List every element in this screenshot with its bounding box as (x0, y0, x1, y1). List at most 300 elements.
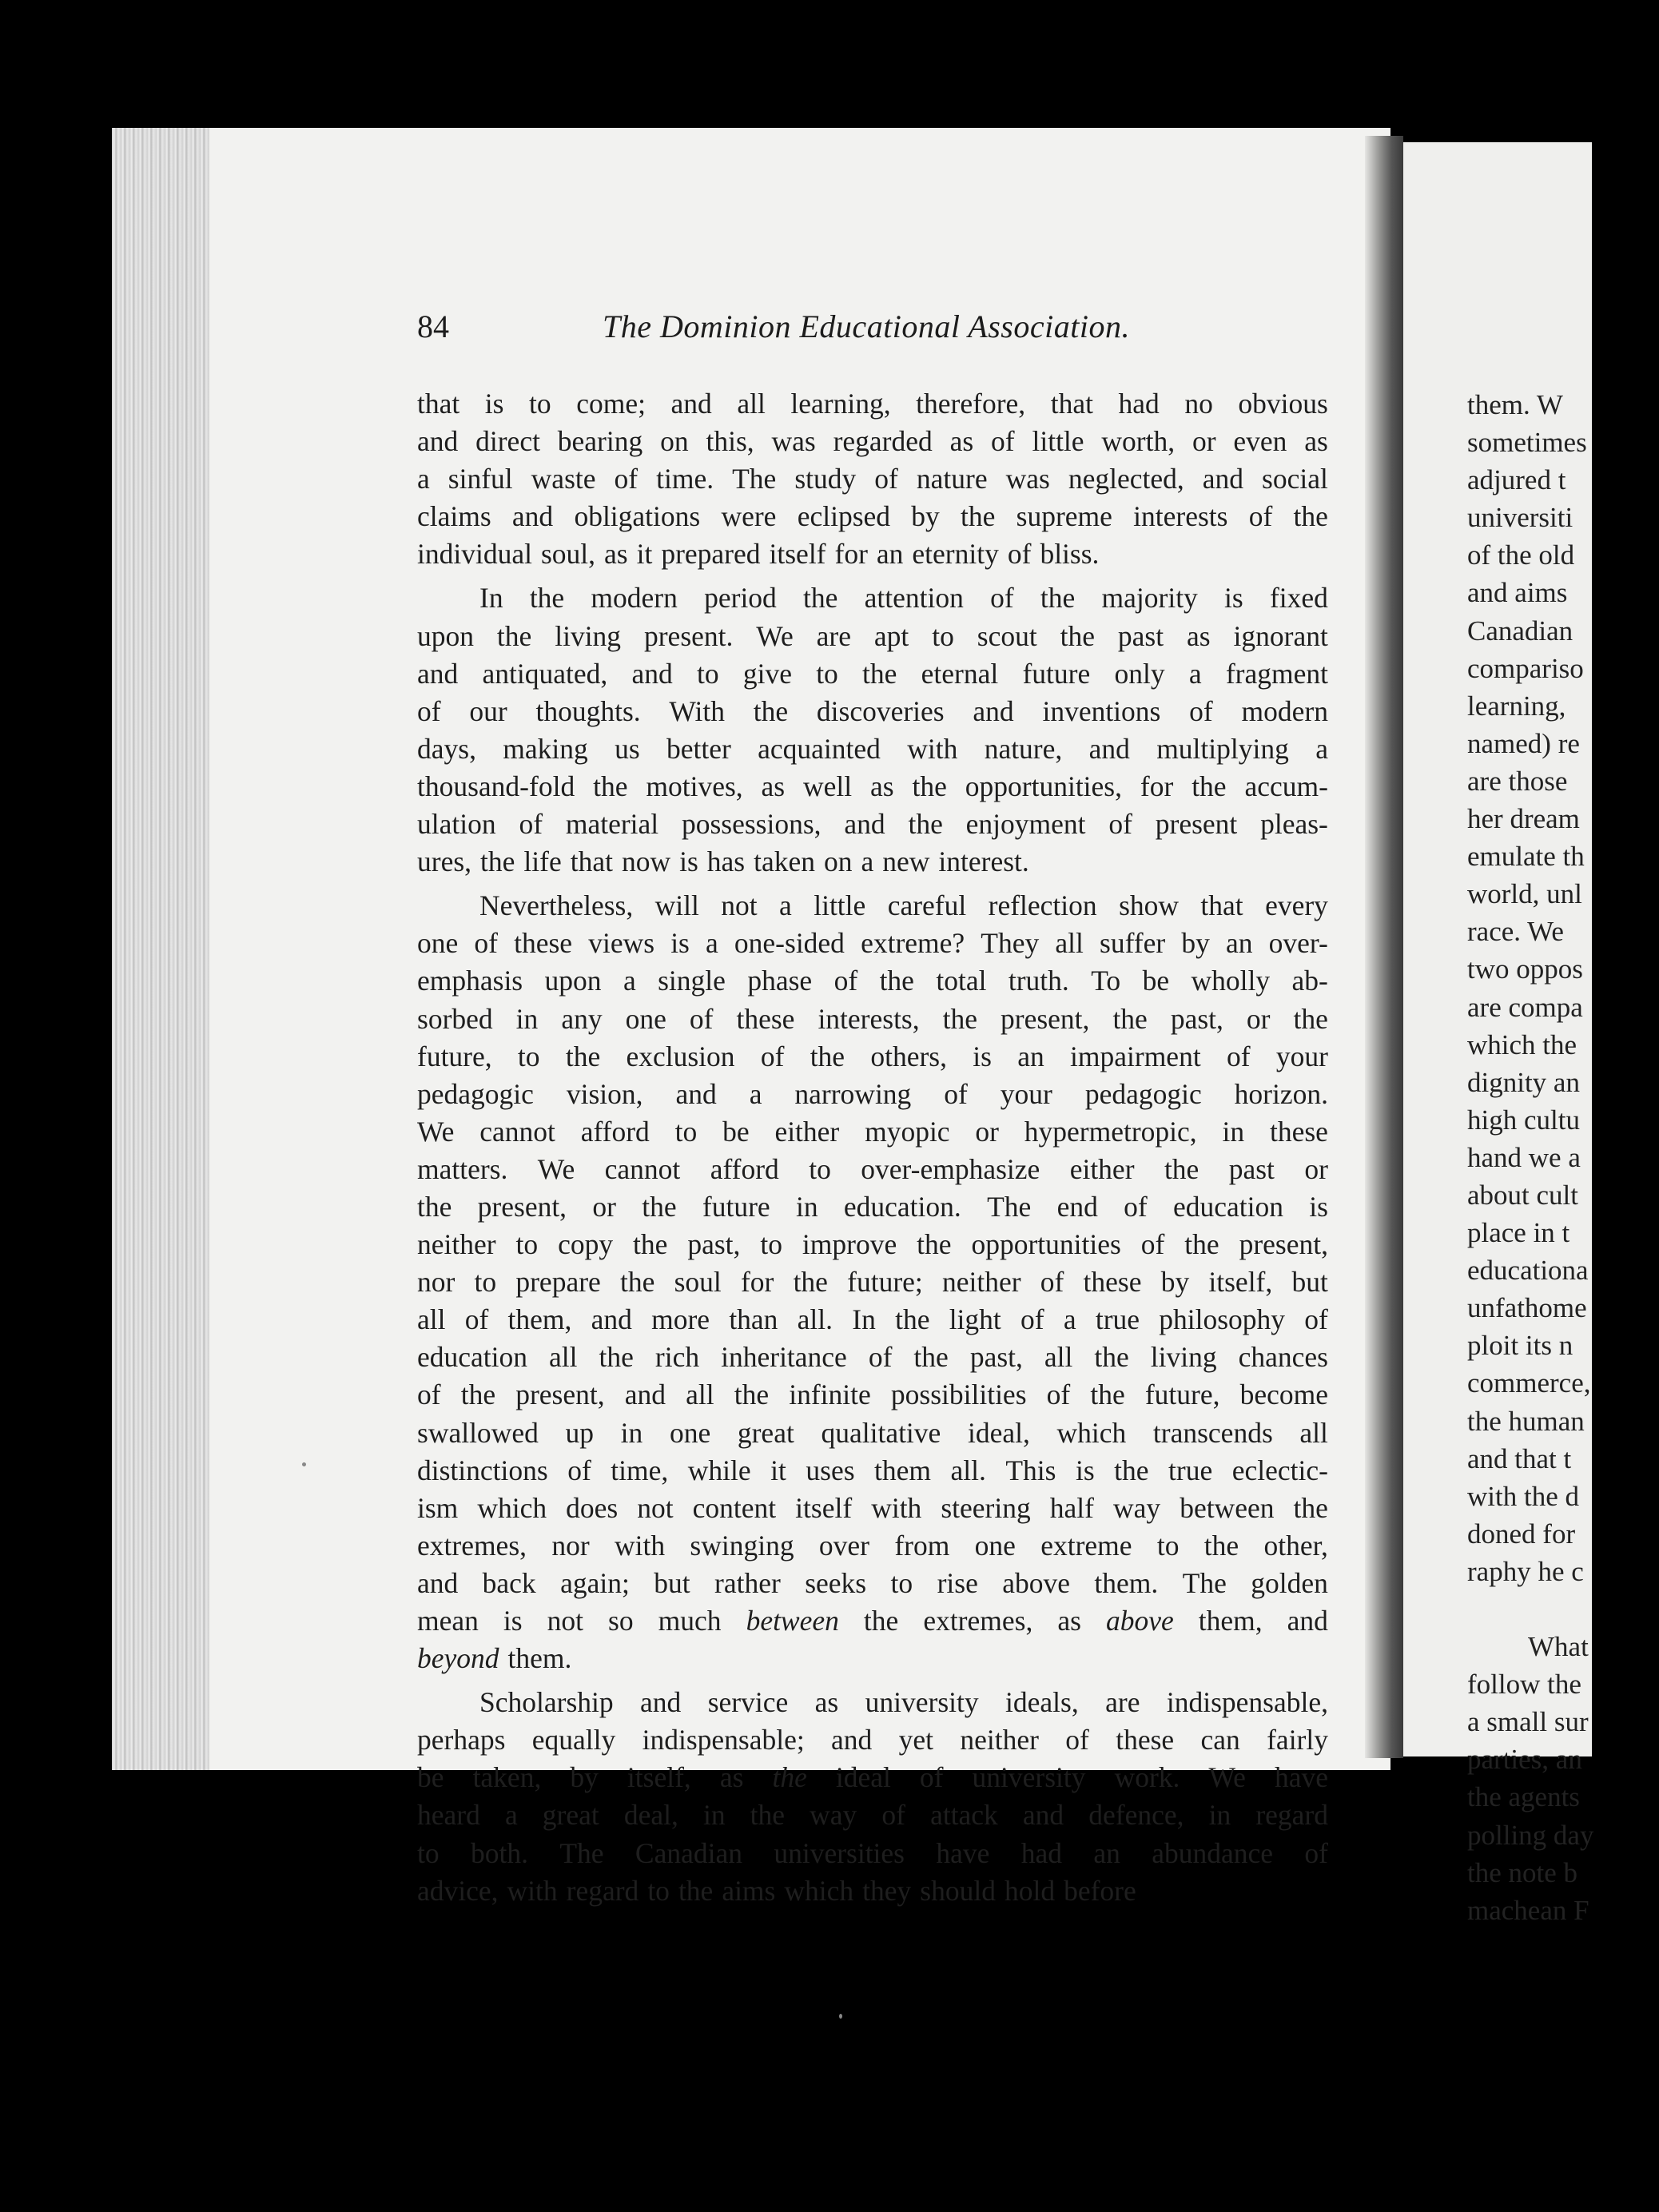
word: as (870, 770, 894, 802)
word: matters. (417, 1152, 508, 1185)
word: the (908, 808, 943, 841)
word: in (620, 1416, 643, 1449)
word: the (1112, 1002, 1148, 1035)
text-line (417, 618, 1328, 655)
word: great (737, 1416, 794, 1449)
word: the (642, 1190, 677, 1223)
word: a (1315, 732, 1328, 765)
text-line (417, 925, 1328, 962)
word: great (542, 1799, 599, 1832)
word: philosophy (1159, 1303, 1286, 1336)
text-line (417, 1602, 1328, 1640)
word: and (624, 1379, 666, 1411)
word: and (417, 657, 459, 690)
word: present, (1239, 1228, 1328, 1261)
word: sorbed (417, 1002, 493, 1035)
word: as (604, 538, 628, 571)
word: perhaps (417, 1724, 506, 1756)
word: regard (1255, 1799, 1328, 1832)
word: is (679, 845, 698, 878)
text-line (417, 1565, 1328, 1602)
word: ideal (835, 1761, 891, 1794)
word: a (504, 1799, 518, 1832)
word: only (1114, 657, 1165, 690)
word: the (772, 1761, 807, 1794)
word: nature, (984, 732, 1063, 765)
word: all (549, 1341, 578, 1374)
word: and (1287, 1605, 1328, 1637)
word: uses (806, 1454, 855, 1486)
word: the (565, 1040, 601, 1072)
word: upon (544, 965, 602, 997)
word: by (570, 1761, 599, 1794)
word: neglected, (1068, 463, 1184, 495)
facing-page-line: Canadian (1467, 615, 1573, 646)
word: past (1117, 619, 1164, 652)
text-line (417, 843, 1328, 881)
word: period (704, 582, 777, 615)
word: social (1262, 463, 1328, 495)
word: on (824, 845, 853, 878)
facing-page-line: them. W (1467, 389, 1563, 420)
word: of (1140, 1228, 1165, 1261)
word: a (1063, 1303, 1076, 1336)
word: the (619, 1266, 655, 1299)
word: regard (566, 1874, 639, 1907)
word: a (623, 965, 636, 997)
word: qualitative (821, 1416, 941, 1449)
text-line (417, 730, 1328, 768)
word: is (503, 1605, 523, 1637)
word: the (633, 1228, 668, 1261)
word: The (987, 1190, 1032, 1223)
word: which (1056, 1416, 1127, 1449)
word: extreme (1040, 1529, 1132, 1562)
word: nor (551, 1529, 590, 1562)
word: with (614, 1529, 666, 1562)
facing-page-line: dignity an (1467, 1066, 1580, 1098)
word: of (881, 1799, 905, 1832)
facing-page-line: of the old (1467, 539, 1575, 571)
word: Scholarship (479, 1686, 614, 1719)
word: one (417, 927, 459, 960)
word: them. (507, 1642, 572, 1675)
word: the (599, 1341, 634, 1374)
word: inheritance (721, 1341, 847, 1374)
word: the (1293, 1002, 1328, 1035)
word: interests (1133, 500, 1228, 533)
word: by (1160, 1266, 1190, 1299)
word: emphasis (417, 965, 523, 997)
text-line (417, 1684, 1328, 1721)
text-line (417, 579, 1328, 617)
word: of (1304, 1836, 1328, 1869)
word: of (614, 463, 639, 495)
word: the (879, 965, 914, 997)
word: as (761, 770, 786, 802)
word: that (1200, 889, 1243, 922)
word: should (920, 1874, 996, 1907)
word: of (417, 1379, 441, 1411)
word: to (474, 1266, 497, 1299)
text-line (417, 1721, 1328, 1759)
facing-page-line: with the d (1467, 1480, 1579, 1512)
word: of (833, 965, 858, 997)
word: and (640, 1686, 682, 1719)
facing-page-line: universiti (1467, 502, 1573, 534)
word: total (936, 965, 987, 997)
text-line (417, 962, 1328, 1000)
facing-page-line: commerce, (1467, 1367, 1591, 1399)
word: soul (674, 1266, 722, 1299)
word: ideal, (967, 1416, 1030, 1449)
word: interests, (818, 1002, 920, 1035)
facing-page-line: unfathome (1467, 1292, 1587, 1324)
word: become (1239, 1379, 1328, 1411)
word: ulation (417, 808, 496, 841)
word: of (1248, 500, 1273, 533)
word: cannot (604, 1152, 681, 1185)
word: it (770, 1454, 786, 1486)
word: of (689, 1002, 714, 1035)
word: to (809, 1152, 831, 1185)
page-number: 84 (417, 308, 449, 344)
word: discoveries (816, 694, 945, 727)
word: majority (1101, 582, 1198, 615)
text-line (417, 1339, 1328, 1376)
word: or (1304, 1152, 1328, 1185)
word: and (670, 388, 712, 420)
text-line (417, 693, 1328, 730)
word: while (687, 1454, 751, 1486)
word: the (810, 1040, 845, 1072)
word: We (417, 1115, 455, 1148)
word: in (515, 1002, 539, 1035)
word: as (814, 1686, 839, 1719)
word: the (1114, 1454, 1149, 1486)
word: opportunities (971, 1228, 1121, 1261)
word: had (1020, 1836, 1062, 1869)
word: modern (591, 582, 678, 615)
facing-page-line: two oppos (1467, 953, 1583, 985)
word: improve (802, 1228, 897, 1261)
word: scout (977, 619, 1037, 652)
word: taken (754, 845, 815, 878)
word: apt (873, 619, 909, 652)
word: true (1168, 1454, 1213, 1486)
word: of (1065, 1724, 1089, 1756)
word: them, (507, 1303, 572, 1336)
word: university (972, 1761, 1086, 1794)
text-line (417, 423, 1328, 460)
word: them. (1094, 1566, 1159, 1599)
word: of (1046, 1379, 1071, 1411)
word: the (1060, 619, 1095, 652)
word: or (1246, 1002, 1271, 1035)
word: to (932, 619, 954, 652)
word: one (625, 1002, 666, 1035)
word: The (1182, 1566, 1227, 1599)
word: aims (722, 1874, 776, 1907)
word: itself (795, 1491, 853, 1524)
word: which (784, 1874, 854, 1907)
facing-page-line: What (1528, 1631, 1589, 1663)
word: the (942, 1002, 978, 1035)
word: one (669, 1416, 711, 1449)
word: end (1056, 1190, 1098, 1223)
facing-page-line: ploit its n (1467, 1330, 1573, 1362)
word: to (674, 1115, 698, 1148)
word: yet (898, 1724, 934, 1756)
word: education. (843, 1190, 961, 1223)
word: fixed (1269, 582, 1328, 615)
facing-page-line (1467, 1590, 1659, 1628)
word: the (734, 1379, 770, 1411)
word: any (561, 1002, 603, 1035)
word: rich (654, 1341, 700, 1374)
word: content (692, 1491, 777, 1524)
word: impairment (1070, 1040, 1201, 1072)
word: To (1091, 965, 1121, 997)
word: multiplying (1156, 732, 1289, 765)
word: an (1225, 927, 1253, 960)
word: careful (887, 889, 967, 922)
word: a (417, 463, 430, 495)
word: direct (475, 425, 540, 458)
word: others, (870, 1040, 947, 1072)
word: heard (417, 1799, 480, 1832)
word: living (1150, 1341, 1217, 1374)
word: with (871, 1491, 922, 1524)
word: prepared (661, 538, 761, 571)
word: indispensable, (1166, 1686, 1328, 1719)
word: and (844, 808, 885, 841)
word: of (464, 1303, 489, 1336)
word: ideals, (1005, 1686, 1079, 1719)
word: over (818, 1529, 869, 1562)
word: not (721, 889, 758, 922)
word: of (1007, 538, 1032, 571)
text-line (417, 1038, 1328, 1076)
word: does (566, 1491, 619, 1524)
word: be (1142, 965, 1170, 997)
word: single (658, 965, 726, 997)
word: therefore, (916, 388, 1026, 420)
word: as (719, 1761, 744, 1794)
word: cannot (479, 1115, 555, 1148)
word: a (779, 889, 792, 922)
word: give (742, 657, 792, 690)
word: modern (1241, 694, 1328, 727)
text-line (417, 1301, 1328, 1339)
word: education (417, 1341, 527, 1374)
word: to (515, 1228, 539, 1261)
word: the (1094, 1341, 1129, 1374)
word: accum- (1244, 770, 1328, 802)
word: equally (531, 1724, 616, 1756)
text-line (417, 1414, 1328, 1452)
word: sinful (448, 463, 513, 495)
word: past (1228, 1152, 1275, 1185)
text-line (417, 535, 1328, 573)
text-line (417, 655, 1328, 693)
facing-page-line: high cultu (1467, 1104, 1580, 1136)
word: itself (769, 538, 826, 571)
word: With (669, 694, 725, 727)
word: the (1293, 500, 1328, 533)
word: every (1265, 889, 1328, 922)
facing-page-line: emulate th (1467, 841, 1585, 873)
word: your (1275, 1040, 1328, 1072)
word: the (480, 845, 515, 878)
word: rather (714, 1566, 781, 1599)
word: with (907, 732, 958, 765)
facing-page-line: her dream (1467, 803, 1580, 835)
word: eternal (921, 657, 999, 690)
facing-page-text (1467, 386, 1659, 1929)
word: a (706, 927, 718, 960)
word: transcends (1152, 1416, 1273, 1449)
facing-page-line: and that t (1467, 1442, 1572, 1474)
word: in (1222, 1115, 1245, 1148)
word: one (974, 1529, 1016, 1562)
word: but (1291, 1266, 1328, 1299)
word: well (803, 770, 853, 802)
word: all (737, 388, 766, 420)
word: so (608, 1605, 634, 1637)
word: much (658, 1605, 722, 1637)
word: were (721, 500, 777, 533)
word: worth, (1101, 425, 1176, 458)
word: claims (417, 500, 491, 533)
word: all. (950, 1454, 986, 1486)
word: fairly (1267, 1724, 1328, 1756)
word: now (621, 845, 671, 878)
word: present, (477, 1190, 567, 1223)
word: is (670, 927, 690, 960)
word: all. (797, 1303, 833, 1336)
word: taken, (472, 1761, 542, 1794)
word: or (975, 1115, 999, 1148)
word: the (1293, 1491, 1328, 1524)
word: better (666, 732, 731, 765)
word: of (1124, 1190, 1148, 1223)
word: have (936, 1836, 990, 1869)
word: infinite (789, 1379, 871, 1411)
word: by (1181, 927, 1210, 960)
word: your (1000, 1077, 1052, 1110)
facing-page-line: follow the (1467, 1669, 1581, 1701)
word: than (729, 1303, 778, 1336)
word: afford (580, 1115, 650, 1148)
word: of (1189, 694, 1213, 727)
word: of (1040, 1266, 1064, 1299)
word: attention (864, 582, 964, 615)
word: itself, (1208, 1266, 1273, 1299)
facing-page-line: and aims (1467, 577, 1568, 609)
word: abundance (1152, 1836, 1274, 1869)
word: indispensable; (642, 1724, 805, 1756)
word: nature (916, 463, 988, 495)
word: possessions, (681, 808, 822, 841)
facing-page-line: adjured t (1467, 464, 1566, 496)
word: come; (576, 388, 646, 420)
text-line (417, 1076, 1328, 1113)
facing-page-line: doned for (1467, 1518, 1576, 1550)
word: is (973, 1040, 992, 1072)
word: but (654, 1566, 690, 1599)
word: as (1057, 1605, 1081, 1637)
word: new (882, 845, 930, 878)
word: an (1017, 1040, 1044, 1072)
facing-page-line: the human (1467, 1405, 1585, 1437)
book-gutter (1365, 136, 1403, 1758)
word: and (417, 1566, 459, 1599)
word: steering (941, 1491, 1031, 1524)
paragraph-gap (417, 1677, 1328, 1684)
word: phase (747, 965, 813, 997)
text-line (417, 1490, 1328, 1527)
word: possibilities (890, 1379, 1027, 1411)
word: is (1075, 1454, 1095, 1486)
word: of (990, 582, 1014, 615)
word: over-emphasize (861, 1152, 1040, 1185)
facing-page-line: parties, an (1467, 1744, 1582, 1776)
word: bliss. (1040, 538, 1100, 571)
word: to (417, 1836, 440, 1869)
word: the (593, 770, 628, 802)
word: of (474, 927, 498, 960)
word: either (1069, 1152, 1135, 1185)
facing-page-line: are compa (1467, 991, 1583, 1023)
word: to (890, 1566, 913, 1599)
word: regarded (833, 425, 933, 458)
word: The (732, 463, 777, 495)
word: swinging (690, 1529, 794, 1562)
word: the (912, 770, 947, 802)
word: university (865, 1686, 979, 1719)
word: copy (558, 1228, 614, 1261)
word: in (795, 1190, 818, 1223)
word: show (1119, 889, 1180, 922)
word: defence, (1088, 1799, 1184, 1832)
word: living (555, 619, 622, 652)
word: has (706, 845, 746, 878)
word: all (1055, 927, 1084, 960)
word: swallowed (417, 1416, 539, 1449)
word: thoughts. (535, 694, 641, 727)
word: and (831, 1724, 873, 1756)
word: obvious (1238, 388, 1328, 420)
word: mean (417, 1605, 479, 1637)
word: and (591, 1303, 632, 1336)
text-line (417, 1226, 1328, 1263)
text-line (417, 498, 1328, 535)
word: present, (1001, 1002, 1090, 1035)
word: interest. (938, 845, 1029, 878)
word: learning, (790, 388, 891, 420)
word: extremes, (417, 1529, 527, 1562)
word: between (1180, 1491, 1275, 1524)
word: Nevertheless, (479, 889, 634, 922)
word: of (1020, 1303, 1044, 1336)
text-line (417, 1113, 1328, 1151)
word: them, (1198, 1605, 1263, 1637)
word: motives, (646, 770, 743, 802)
text-line (417, 1835, 1328, 1872)
word: the (913, 1341, 949, 1374)
word: not (547, 1605, 584, 1637)
